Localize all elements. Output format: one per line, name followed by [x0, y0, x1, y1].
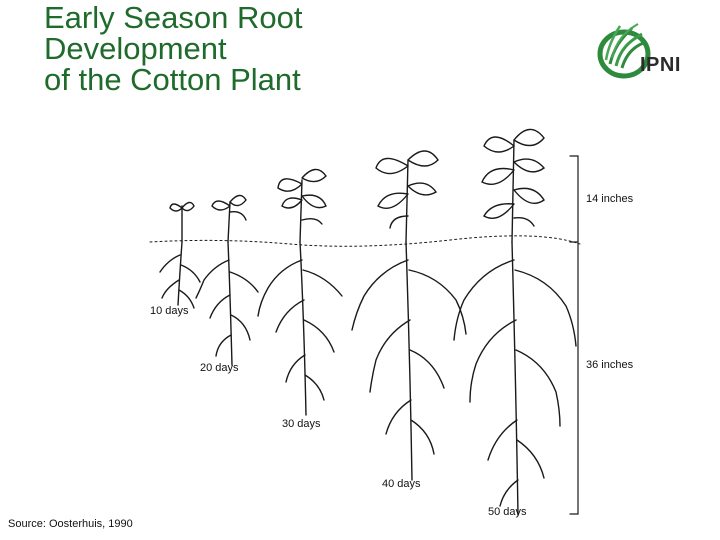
slide-title [44, 2, 302, 95]
logo-text: IPNI [640, 54, 681, 76]
title-line-3: of the Cotton Plant [44, 62, 301, 97]
plant-30-days [258, 169, 342, 415]
plant-10-days [160, 202, 200, 308]
measure-label-36-inches: 36 inches [586, 359, 634, 371]
stage-label-10-days: 10 days [150, 305, 189, 317]
root-development-diagram [120, 120, 640, 530]
plant-50-days [454, 129, 576, 515]
title-line-1: Early Season Root [44, 0, 303, 35]
stage-label-50-days: 50 days [488, 506, 527, 518]
soil-line [150, 236, 580, 246]
stage-label-30-days: 30 days [282, 418, 321, 430]
measure-label-14-inches: 14 inches [586, 193, 634, 205]
source-citation: Source: Oosterhuis, 1990 [8, 518, 133, 530]
stage-label-40-days: 40 days [382, 478, 421, 490]
stage-label-20-days: 20 days [200, 362, 239, 374]
plant-40-days [352, 151, 466, 480]
plant-20-days [196, 195, 258, 365]
title-line-2: Development [44, 31, 227, 66]
